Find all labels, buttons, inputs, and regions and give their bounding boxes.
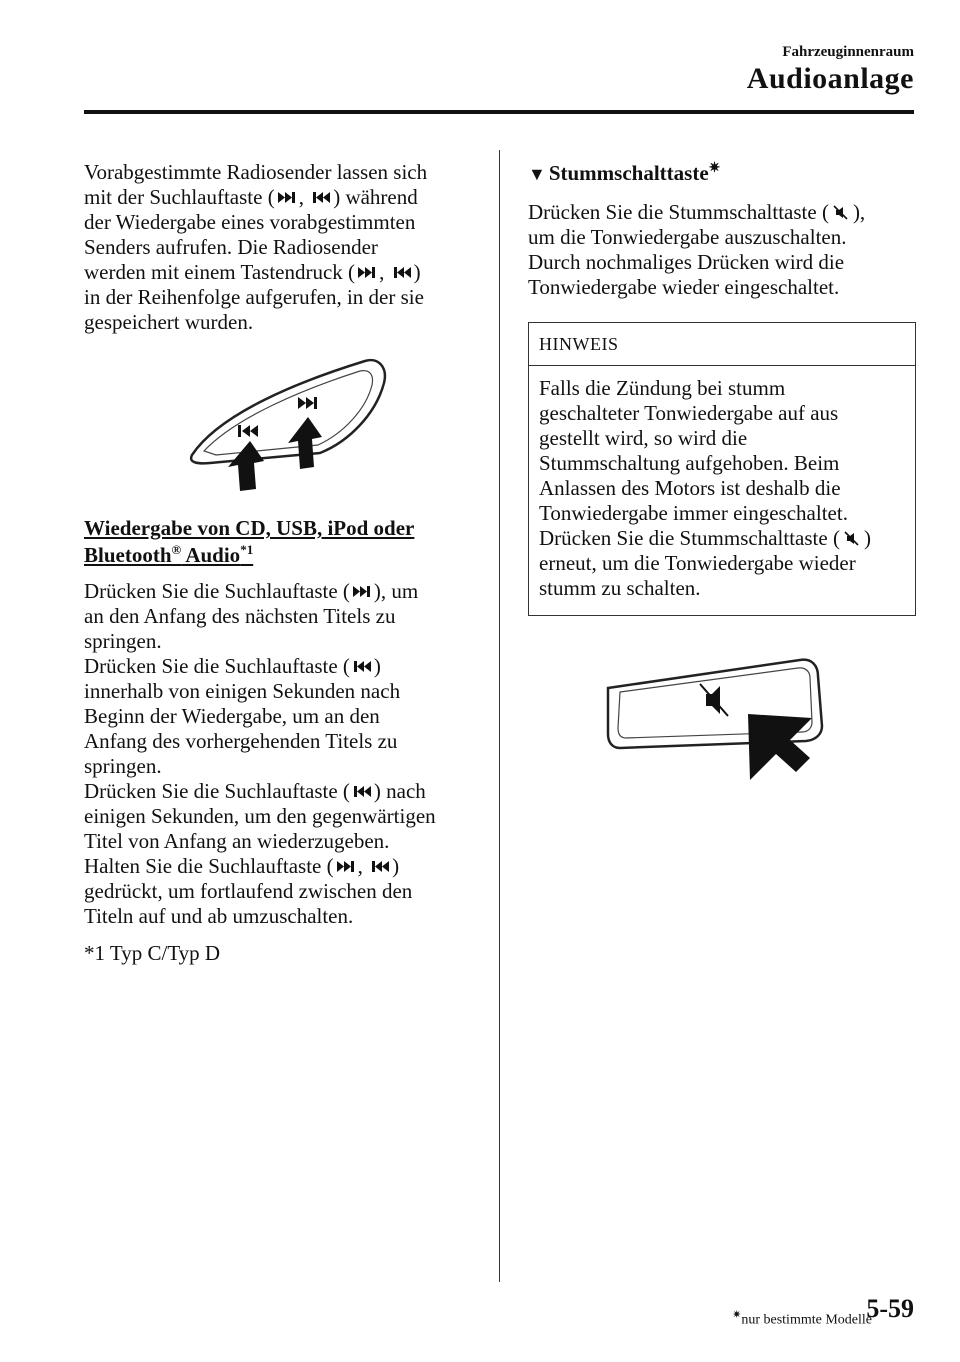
text-line: Tonwiedergabe immer eingeschaltet. [539, 501, 848, 525]
mute-section-title [528, 160, 916, 188]
note-box [528, 322, 916, 616]
footer-note-text: nur bestimmte Modelle [741, 1312, 872, 1328]
footer-note [732, 1308, 872, 1329]
next-track-icon [351, 584, 373, 599]
page-number: 5-59 [866, 1294, 914, 1323]
header-rule [84, 110, 914, 114]
text-line: Falls die Zündung bei stumm [539, 376, 786, 400]
left-column [84, 160, 479, 966]
section-star: ✷ [708, 161, 721, 176]
text-line: Titeln auf und ab umzuschalten. [84, 904, 354, 928]
subheading-bluetooth: Bluetooth [84, 543, 172, 567]
text-line: Drücken Sie die Stummschalttaste ( ), [528, 200, 866, 224]
text-line: gestellt wird, so wird die [539, 426, 748, 450]
text-line: werden mit einem Tastendruck ( , ) [84, 260, 421, 284]
text-line: Anfang des vorhergehenden Titels zu [84, 729, 398, 753]
text-line: Drücken Sie die Suchlauftaste ( ) nach [84, 779, 426, 803]
text-line: Drücken Sie die Stummschalttaste ( ) [539, 526, 871, 550]
right-column [528, 160, 916, 782]
text-line: gedrückt, um fortlaufend zwischen den [84, 879, 413, 903]
text-line: Drücken Sie die Suchlauftaste ( ), um [84, 579, 419, 603]
footnote: *1 Typ C/Typ D [84, 941, 221, 965]
text-line: Drücken Sie die Suchlauftaste ( ) [84, 654, 381, 678]
prev-track-icon [391, 265, 413, 280]
text-line: Stummschaltung aufgehoben. Beim [539, 451, 840, 475]
intro-paragraph [84, 160, 479, 335]
section-title-text: Stummschalttaste [548, 161, 709, 185]
next-track-icon [276, 190, 298, 205]
text-line: springen. [84, 754, 162, 778]
text-line: Senders aufrufen. Die Radiosender [84, 235, 378, 259]
text-line: Titel von Anfang an wiederzugeben. [84, 829, 390, 853]
footnote-ref: *1 [240, 542, 254, 557]
text-line: Vorabgestimmte Radiosender lassen sich [84, 160, 428, 184]
text-line: innerhalb von einigen Sekunden nach [84, 679, 401, 703]
text-line: geschalteter Tonwiedergabe auf aus [539, 401, 839, 425]
text-line: Tonwiedergabe wieder eingeschaltet. [528, 275, 840, 299]
section-marker: ▼ [528, 164, 546, 184]
prev-track-icon [369, 859, 391, 874]
mute-icon [830, 205, 852, 220]
text-line: Beginn der Wiedergabe, um an den [84, 704, 380, 728]
subheading-audio: Audio [181, 543, 241, 567]
prev-track-icon [351, 659, 373, 674]
page-title: Audioanlage [746, 62, 914, 95]
header-section-label: Fahrzeuginnenraum [782, 44, 914, 60]
next-track-icon [335, 859, 357, 874]
prev-track-icon [351, 784, 373, 799]
subheading-line-1: Wiedergabe von CD, USB, iPod oder [84, 516, 415, 540]
note-body [529, 366, 915, 615]
column-divider [499, 150, 500, 1282]
text-line: Anlassen des Motors ist deshalb die [539, 476, 841, 500]
mute-intro-paragraph [528, 200, 916, 300]
text-line: in der Reihenfolge aufgerufen, in der sie [84, 285, 424, 309]
mute-button-illustration [528, 642, 916, 782]
mute-icon [841, 531, 863, 546]
footer-star: ✷ [732, 1309, 742, 1321]
text-line: stumm zu schalten. [539, 576, 701, 600]
cd-usb-subheading [84, 515, 479, 569]
prev-track-icon [310, 190, 332, 205]
text-line: erneut, um die Tonwiedergabe wieder [539, 551, 856, 575]
text-line: springen. [84, 629, 162, 653]
seek-buttons-illustration [84, 353, 479, 501]
text-line: Halten Sie die Suchlauftaste ( , ) [84, 854, 400, 878]
next-track-icon [356, 265, 378, 280]
text-line: mit der Suchlauftaste ( , ) während [84, 185, 418, 209]
text-line: an den Anfang des nächsten Titels zu [84, 604, 396, 628]
registered-mark: ® [171, 542, 182, 557]
text-line: Durch nochmaliges Drücken wird die [528, 250, 845, 274]
subheading-line-2 [84, 542, 479, 569]
text-line: der Wiedergabe eines vorabgestimmten [84, 210, 416, 234]
text-line: um die Tonwiedergabe auszuschalten. [528, 225, 847, 249]
seek-instructions-paragraph [84, 579, 479, 929]
text-line: gespeichert wurden. [84, 310, 254, 334]
note-heading: HINWEIS [529, 323, 915, 366]
text-line: einigen Sekunden, um den gegenwärtigen [84, 804, 436, 828]
